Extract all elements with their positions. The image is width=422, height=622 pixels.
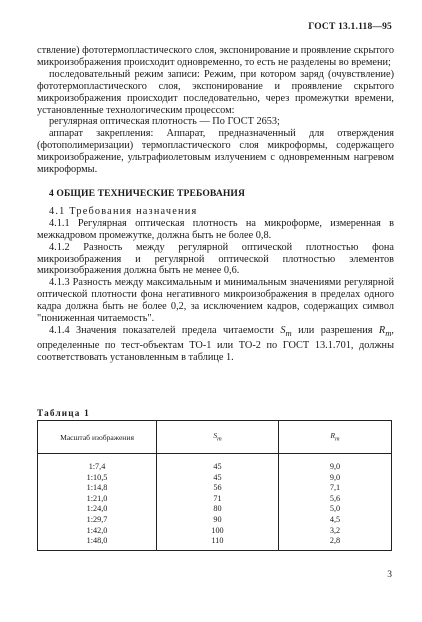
cell-sm: 90: [157, 515, 279, 526]
clause-4-1-4-part-c: , определенные по тест-объектам ТО-1 или ТО-2 по ГОСТ 13.1.701, должны соответствовать установленным в таблице 1.: [37, 324, 394, 363]
body-text: [37, 45, 394, 364]
cell-scale: 1:10,5: [38, 473, 157, 484]
header-rm: $R_m$: [279, 421, 392, 454]
cell-rm: 4,5: [279, 515, 392, 526]
cell-sm: 80: [157, 504, 279, 515]
table-row: [38, 454, 392, 473]
table-header-row: [38, 421, 392, 454]
paragraph-sequential-mode: последовательный режим записи: Режим, при котором заряд (очувствление) фототермопластического слоя, экспонирование и проявление скрытого микроизображения происходит последовательно, через промежутки времени, установленные технологическим процессом:: [37, 68, 394, 116]
clause-4-1-3: 4.1.3 Разность между максимальным и минимальным значениями регулярной оптической плотности фона негативного микроизображения в пределах одного кадра должна быть не более 0,2, за исключением кадров, содержащих символ "пониженная читаемость".: [37, 277, 394, 325]
table-row: [38, 473, 392, 484]
cell-rm: 9,0: [279, 473, 392, 484]
cell-scale: 1:48,0: [38, 536, 157, 550]
cell-sm: 45: [157, 454, 279, 473]
cell-sm: 56: [157, 483, 279, 494]
cell-scale: 1:42,0: [38, 526, 157, 537]
paragraph-optical-density: регулярная оптическая плотность — По ГОСТ 2653;: [49, 116, 280, 128]
table-row: [38, 494, 392, 505]
clause-4-1-1: 4.1.1 Регулярная оптическая плотность на микроформе, измеренная в межкадровом промежутке, должна быть не более 0,8.: [37, 217, 394, 241]
clause-4-1-4-part-a: 4.1.4 Значения показателей предела читаемости: [49, 324, 281, 336]
cell-sm: 45: [157, 473, 279, 484]
cell-rm: 2,8: [279, 536, 392, 550]
clause-4-1-2: 4.1.2 Разность между регулярной оптической плотностью фона микроизображения и регулярной оптической плотностью элементов микроизображения должна быть не менее 0,6.: [37, 241, 394, 277]
table-row: [38, 536, 392, 550]
cell-rm: 5,6: [279, 494, 392, 505]
paragraph-fixing-device: аппарат закрепления: Аппарат, предназначенный для отверждения (фотополимеризации) термопластического слоя микроформы, содержащего микроизображение, ультрафиолетовым излучением с одновременным нагревом микроформы.: [37, 128, 394, 176]
cell-sm: 71: [157, 494, 279, 505]
table-row: [38, 526, 392, 537]
document-header: ГОСТ 13.1.118—95: [308, 22, 392, 32]
subsection-title: 4.1 Требования назначения: [49, 205, 198, 217]
cell-scale: 1:14,8: [38, 483, 157, 494]
header-scale: Масштаб изображения: [38, 421, 157, 454]
symbol-rm: $R_m$: [378, 324, 392, 338]
cell-scale: 1:7,4: [38, 454, 157, 473]
cell-scale: 1:21,0: [38, 494, 157, 505]
cell-rm: 7,1: [279, 483, 392, 494]
table-row: [38, 504, 392, 515]
table-caption: Таблица 1: [37, 408, 90, 418]
page-number: 3: [387, 570, 392, 580]
cell-scale: 1:24,0: [38, 504, 157, 515]
cell-sm: 110: [157, 536, 279, 550]
table-row: [38, 483, 392, 494]
table-row: [38, 515, 392, 526]
cell-rm: 3,2: [279, 526, 392, 537]
cell-rm: 5,0: [279, 504, 392, 515]
paragraph-continuation: ствление) фототермопластического слоя, экспонирование и проявление скрытого микроизображения происходит одновременно, то есть не разделены во времени;: [37, 45, 394, 68]
symbol-sm: $S_m$: [280, 324, 292, 338]
cell-scale: 1:29,7: [38, 515, 157, 526]
clause-4-1-4-part-b: или разрешения: [291, 324, 379, 336]
cell-sm: 100: [157, 526, 279, 537]
data-table: [37, 420, 392, 551]
cell-rm: 9,0: [279, 454, 392, 473]
section-title: 4 ОБЩИЕ ТЕХНИЧЕСКИЕ ТРЕБОВАНИЯ: [49, 187, 246, 199]
clause-4-1-4: [37, 325, 394, 364]
header-sm: $S_m$: [157, 421, 279, 454]
